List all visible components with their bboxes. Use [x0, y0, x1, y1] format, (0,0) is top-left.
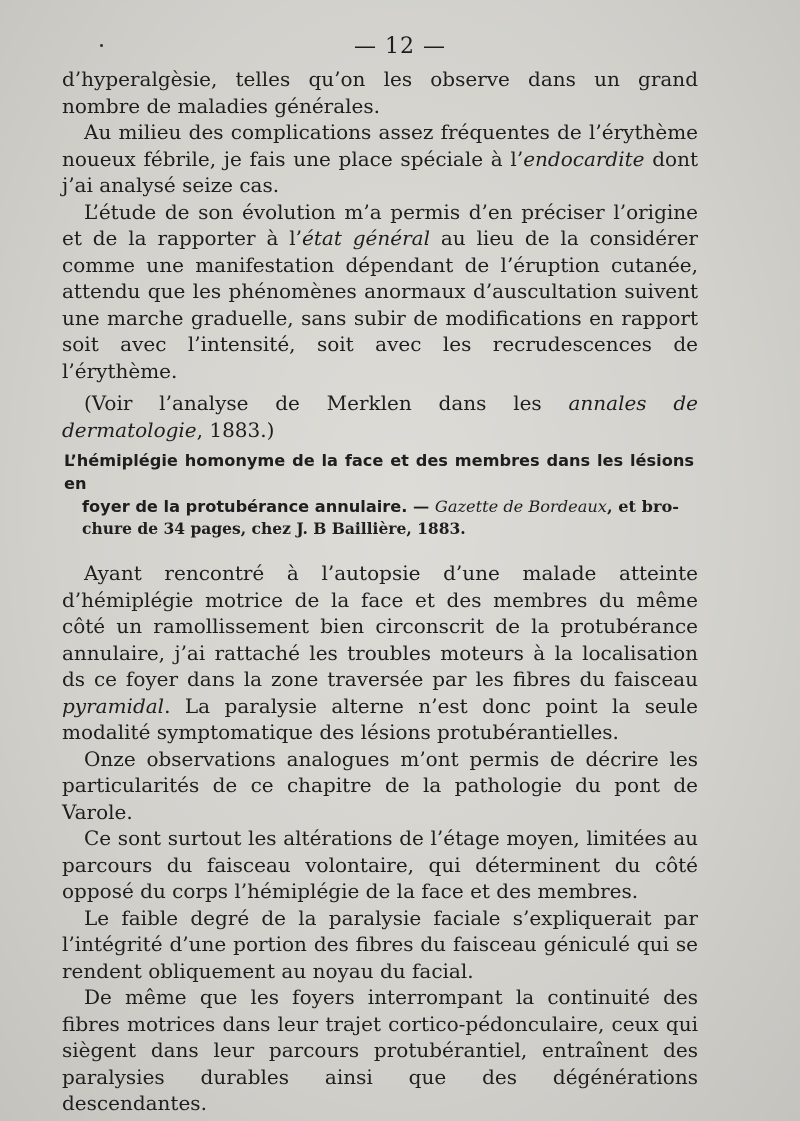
emphasis-text: endocardite [523, 146, 645, 171]
top-text-block [62, 66, 698, 443]
emphasis-text: état général [302, 226, 430, 250]
paragraph-conclusion: De même que les foyers interrompant la continuité des fibres motrices dans leur trajet cortico-pédonculaire, ceux qui siègent dans leur parcours protubérantiel, entraînent des paralysies durables ainsi que des dégénérations descendantes. [62, 985, 698, 1115]
citation-title-line1: L’hémiplégie homonyme de la face et des membres dans les lésions en [64, 451, 694, 493]
citation-title-line2: foyer de la protubérance annulaire. [82, 497, 408, 516]
citation-details: chure de 34 pages, chez J. B Baillière, 1883. [82, 519, 466, 538]
paragraph-endocarditis: Au milieu des complications assez fréquentes de l’érythème noueux fébrile, je fais une place spéciale à l’endocardite dont j’ai analysé seize cas. [62, 120, 698, 197]
citation-block [64, 449, 694, 540]
paragraph-alterations: Ce sont surtout les altérations de l’étage moyen, limitées au parcours du faisceau volontaire, qui déterminent du côté opposé du corps l’hémiplégie de la face et des membres. [62, 826, 698, 903]
paragraph-evolution: L’étude de son évolution m’a permis d’en préciser l’origine et de la rapporter à l’état général au lieu de la considérer comme une manifestation dépendant de l’éruption cutanée, attendu que les phénomènes anormaux d’auscultation suivent une marche graduelle, sans subir de modifications en rapport soit avec l’intensité, soit avec les recrudescences de l’érythème. [62, 199, 698, 383]
citation-title: L’hémiplégie homonyme de la face et des membres dans les lésions en foyer de la protubérance annulaire. — Gazette de Bordeaux, et bro- [64, 451, 694, 516]
emphasis-text: annales de dermatologie [62, 391, 698, 442]
paragraph-facial-paralysis: Le faible degré de la paralysie faciale s’expliquerait par l’intégrité d’une portion des fibres du faisceau géniculé qui se rendent obliquement au noyau du facial. [62, 905, 698, 983]
paragraph-observations: Onze observations analogues m’ont permis de décrire les particularités de ce chapitre de la pathologie du pont de Varole. [62, 746, 698, 824]
emphasis-text: pyramidal [62, 693, 165, 718]
citation-journal: Gazette de Bordeaux [434, 497, 607, 516]
page-number: — 12 — [354, 34, 446, 59]
bottom-text-block [62, 560, 698, 1117]
paragraph-continuation: d’hyperalgèsie, telles qu’on les observe dans un grand nombre de maladies générales. [62, 67, 698, 118]
paragraph-autopsy: Ayant rencontré à l’autopsie d’une malade atteinte d’hémiplégie motrice de la face et des membres du même côté un ramollissement bien circonscrit de la protubérance annulaire, j’ai rattaché les troubles moteurs à la localisation ds ce foyer dans la zone traversée par les fibres du faisceau pyramidal. La paralysie alterne n’est donc point la seule modalité symptomatique des lésions protubérantielles. [62, 561, 698, 744]
paragraph-note: (Voir l’analyse de Merklen dans les annales de dermatologie, 1883.) [62, 391, 698, 442]
